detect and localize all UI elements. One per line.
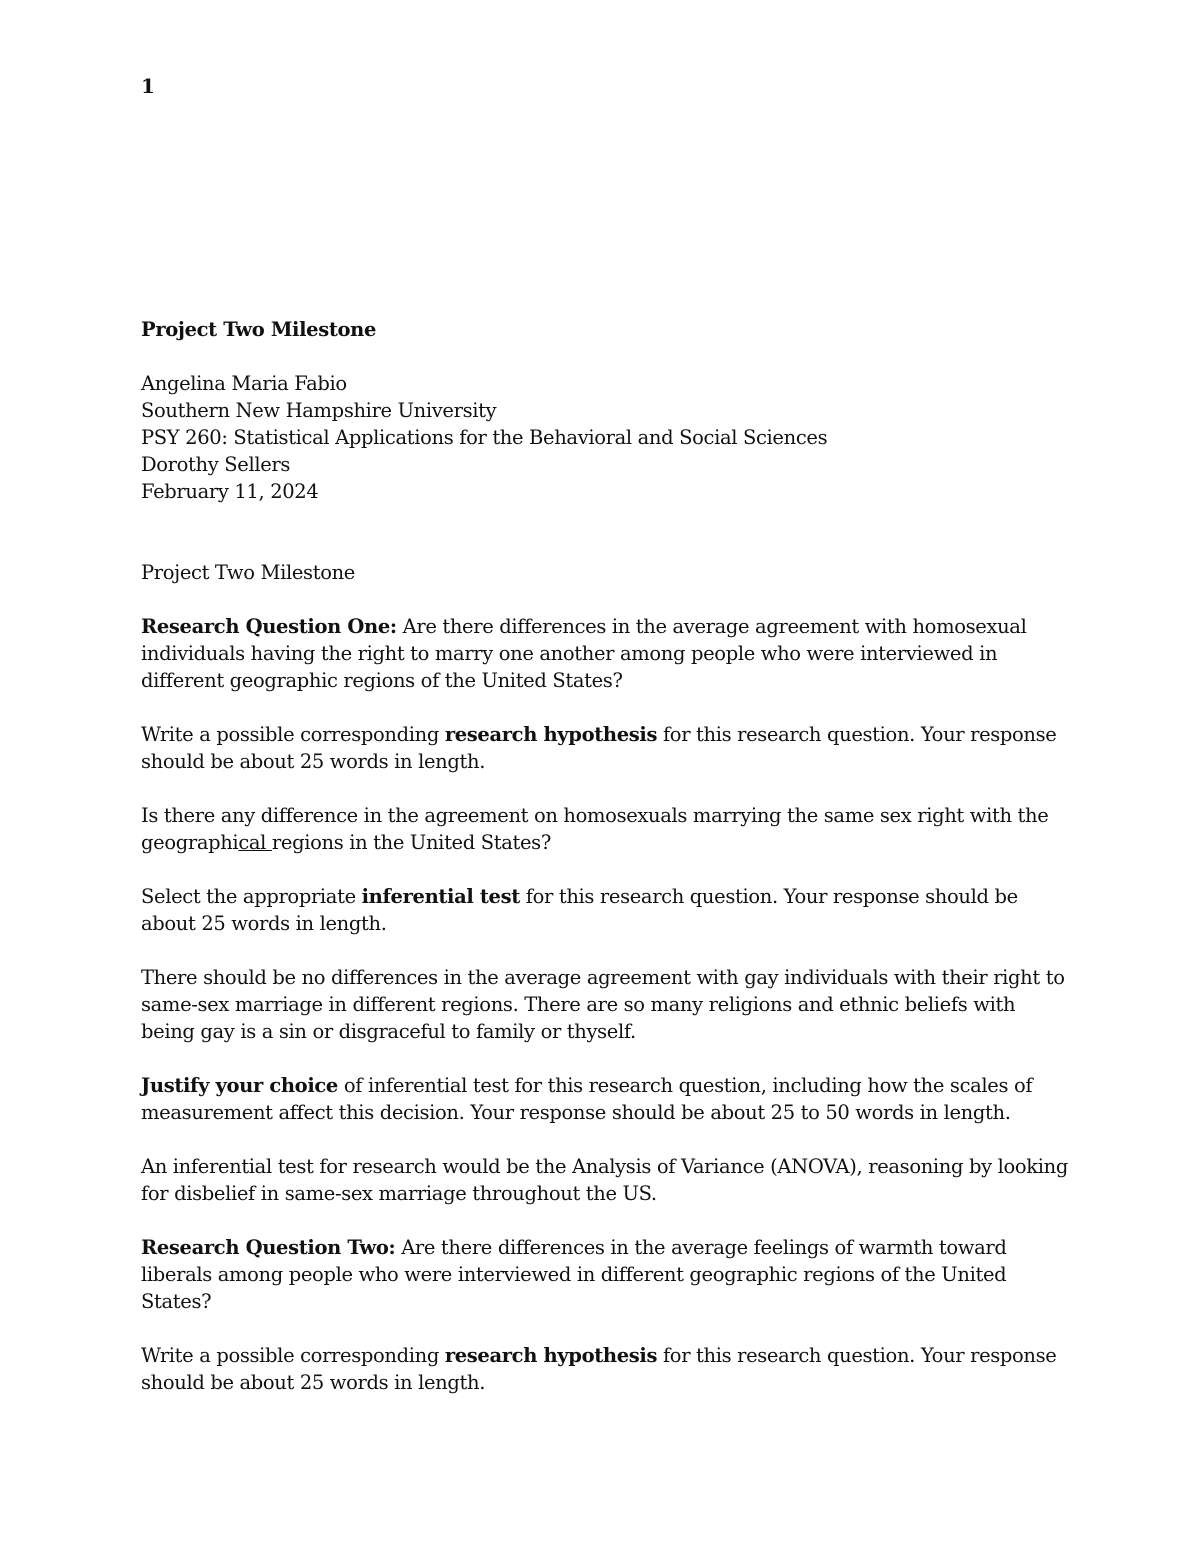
page-number: 1 xyxy=(141,74,155,98)
justify-choice-answer: An inferential test for research would be the Analysis of Variance (ANOVA), reasoning by looking for disbelief in same-sex marriage throughout the US. xyxy=(141,1155,1069,1205)
justify-choice-prompt xyxy=(141,1072,1071,1126)
submission-date: February 11, 2024 xyxy=(141,480,319,503)
prompt-keyword: research hypothesis xyxy=(444,723,658,746)
hypothesis-prompt-one xyxy=(141,721,1071,775)
research-question-two-label: Research Question Two: xyxy=(141,1236,396,1259)
prompt-keyword: research hypothesis xyxy=(444,1344,658,1367)
inferential-test-prompt xyxy=(141,883,1071,937)
hypothesis-prompt-two xyxy=(141,1342,1071,1396)
prompt-text: for this research question. Your response should be about 25 words in length. xyxy=(141,723,1057,773)
institution-name: Southern New Hampshire University xyxy=(141,399,497,422)
answer-text: regions in the United States? xyxy=(271,831,551,854)
instructor-name: Dorothy Sellers xyxy=(141,453,291,476)
prompt-text: of inferential test for this research question, including how the scales of measurement affect this decision. Your response should be about 25 to 50 words in length. xyxy=(141,1074,1033,1124)
inferential-test-answer: There should be no differences in the average agreement with gay individuals with their right to same-sex marriage in different regions. There are so many religions and ethnic beliefs with being gay is a sin or disgraceful to family or thyself. xyxy=(141,966,1065,1043)
document-title: Project Two Milestone xyxy=(141,318,377,341)
research-question-two-text: Are there differences in the average feelings of warmth toward liberals among people who were interviewed in different geographic regions of the United States? xyxy=(141,1236,1007,1313)
prompt-keyword: inferential test xyxy=(361,885,520,908)
hypothesis-answer-one xyxy=(141,802,1071,856)
research-question-one xyxy=(141,613,1071,694)
prompt-text: Write a possible corresponding xyxy=(141,723,445,746)
research-question-one-text: Are there differences in the average agreement with homosexual individuals having the right to marry one another among people who were interviewed in different geographic regions of the United States? xyxy=(141,615,1027,692)
answer-text: Is there any difference in the agreement on homosexuals marrying the same sex right with the geographi xyxy=(141,804,1049,854)
title-block xyxy=(141,316,1071,505)
course-name: PSY 260: Statistical Applications for the Behavioral and Social Sciences xyxy=(141,426,828,449)
underlined-text: cal xyxy=(238,831,272,854)
prompt-keyword: Justify your choice xyxy=(141,1074,338,1097)
prompt-text: Write a possible corresponding xyxy=(141,1344,445,1367)
document-content xyxy=(141,316,1071,1396)
body-heading: Project Two Milestone xyxy=(141,561,355,584)
author-name: Angelina Maria Fabio xyxy=(141,372,347,395)
prompt-text: Select the appropriate xyxy=(141,885,362,908)
prompt-text: for this research question. Your response should be about 25 words in length. xyxy=(141,885,1018,935)
prompt-text: for this research question. Your response should be about 25 words in length. xyxy=(141,1344,1057,1394)
research-question-one-label: Research Question One: xyxy=(141,615,397,638)
research-question-two xyxy=(141,1234,1071,1315)
